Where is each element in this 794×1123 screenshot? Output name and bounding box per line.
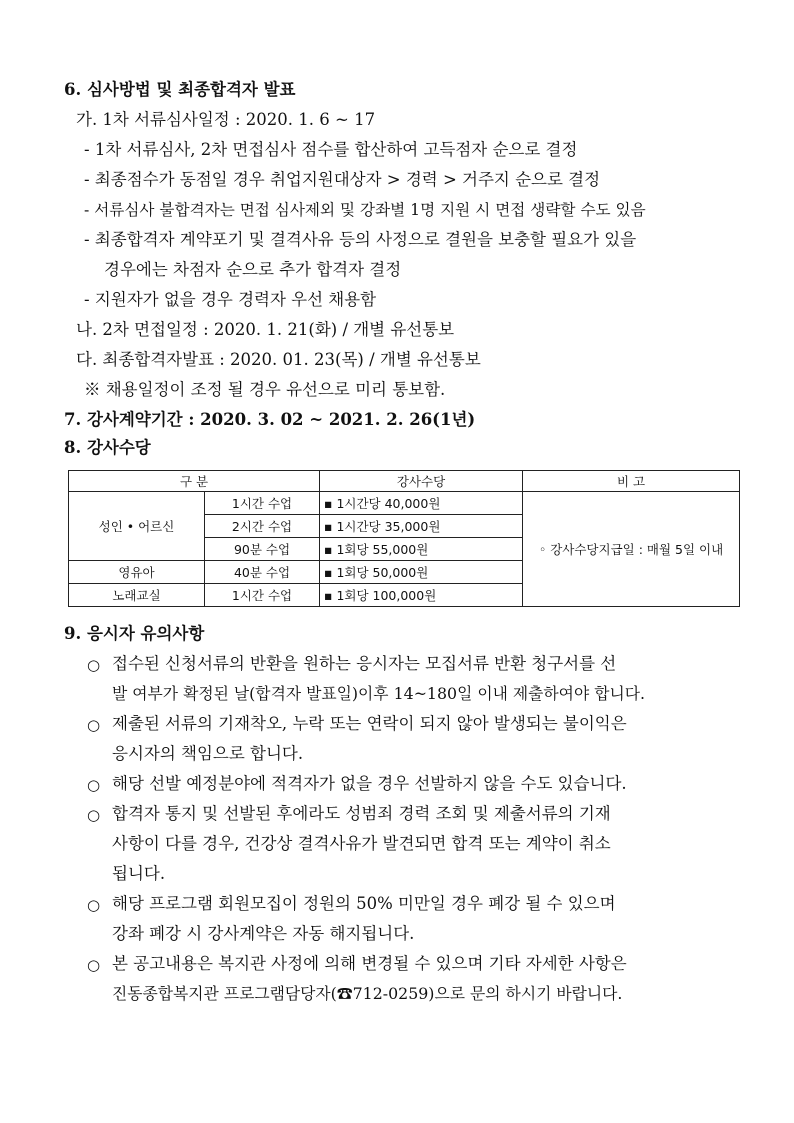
section6-na: 나. 2차 면접일정 : 2020. 1. 21(화) / 개별 유선통보 xyxy=(76,320,455,339)
circle-bullet-icon: ○ xyxy=(87,956,101,974)
table-cell-type: 90분 수업 xyxy=(205,538,320,561)
table-cell-fee: ▪ 1회당 50,000원 xyxy=(320,561,523,584)
table-cell-fee: ▪ 1회당 100,000원 xyxy=(320,584,523,607)
section6-item: - 지원자가 없을 경우 경력자 우선 채용함 xyxy=(84,290,377,309)
table-header-fee: 강사수당 xyxy=(320,471,523,492)
section6-ga: 가. 1차 서류심사일정 : 2020. 1. 6 ~ 17 xyxy=(76,110,376,129)
notice-item-line: 본 공고내용은 복지관 사정에 의해 변경될 수 있으며 기타 자세한 사항은 xyxy=(112,954,627,973)
table-cell-fee: ▪ 1시간당 40,000원 xyxy=(320,492,523,515)
notice-item-line: 응시자의 책임으로 합니다. xyxy=(112,744,304,763)
notice-item-line: 접수된 신청서류의 반환을 원하는 응시자는 모집서류 반환 청구서를 선 xyxy=(112,654,617,673)
notice-item-line: 됩니다. xyxy=(112,864,166,883)
section6-item: - 최종합격자 계약포기 및 결격사유 등의 사정으로 결원을 보충할 필요가 있을 xyxy=(84,230,637,249)
table-cell-group: 성인 • 어르신 xyxy=(69,492,205,561)
table-cell-group: 영유아 xyxy=(69,561,205,584)
section6-item: - 서류심사 불합격자는 면접 심사제외 및 강좌별 1명 지원 시 면접 생략할 수도 있음 xyxy=(84,201,646,219)
notice-item-line: 발 여부가 확정된 날(합격자 발표일)이후 14~180일 이내 제출하여야 합니다. xyxy=(112,684,646,703)
section8-heading: 8. 강사수당 xyxy=(64,438,151,457)
table-header-note: 비 고 xyxy=(523,471,740,492)
notice-item-line: 사항이 다를 경우, 건강상 결격사유가 발견되면 합격 또는 계약이 취소 xyxy=(112,834,611,853)
table-row xyxy=(69,492,740,515)
table-cell-type: 1시간 수업 xyxy=(205,492,320,515)
notice-item-line: 강좌 폐강 시 강사계약은 자동 해지됩니다. xyxy=(112,924,415,943)
notice-item-line: 해당 선발 예정분야에 적격자가 없을 경우 선발하지 않을 수도 있습니다. xyxy=(112,774,627,793)
table-cell-fee: ▪ 1시간당 35,000원 xyxy=(320,515,523,538)
section6-heading: 6. 심사방법 및 최종합격자 발표 xyxy=(64,80,296,99)
table-cell-type: 2시간 수업 xyxy=(205,515,320,538)
fee-table xyxy=(68,470,740,607)
circle-bullet-icon: ○ xyxy=(87,806,101,824)
table-header-row xyxy=(69,471,740,492)
circle-bullet-icon: ○ xyxy=(87,656,101,674)
table-cell-type: 40분 수업 xyxy=(205,561,320,584)
section7-heading: 7. 강사계약기간 : 2020. 3. 02 ~ 2021. 2. 26(1년) xyxy=(64,410,476,429)
table-header-category: 구 분 xyxy=(69,471,320,492)
notice-item-line: 합격자 통지 및 선발된 후에라도 성범죄 경력 조회 및 제출서류의 기재 xyxy=(112,804,611,823)
circle-bullet-icon: ○ xyxy=(87,776,101,794)
table-cell-fee: ▪ 1회당 55,000원 xyxy=(320,538,523,561)
section6-item: - 최종점수가 동점일 경우 취업지원대상자 > 경력 > 거주지 순으로 결정 xyxy=(84,170,601,189)
section6-item: - 1차 서류심사, 2차 면접심사 점수를 합산하여 고득점자 순으로 결정 xyxy=(84,140,578,159)
section9-heading: 9. 응시자 유의사항 xyxy=(64,624,205,643)
circle-bullet-icon: ○ xyxy=(87,716,101,734)
table-cell-type: 1시간 수업 xyxy=(205,584,320,607)
section6-item: 경우에는 차점자 순으로 추가 합격자 결정 xyxy=(104,260,402,279)
notice-item-line: 제출된 서류의 기재착오, 누락 또는 연락이 되지 않아 발생되는 불이익은 xyxy=(112,714,627,733)
section6-da: 다. 최종합격자발표 : 2020. 01. 23(목) / 개별 유선통보 xyxy=(76,350,481,369)
section6-note: ※ 채용일정이 조정 될 경우 유선으로 미리 통보함. xyxy=(84,380,446,399)
notice-item-line: 해당 프로그램 회원모집이 정원의 50% 미만일 경우 폐강 될 수 있으며 xyxy=(112,894,616,913)
table-cell-group: 노래교실 xyxy=(69,584,205,607)
notice-item-line: 진동종합복지관 프로그램담당자(☎712-0259)으로 문의 하시기 바랍니다. xyxy=(112,984,623,1003)
circle-bullet-icon: ○ xyxy=(87,896,101,914)
table-cell-note: ◦ 강사수당지급일 : 매월 5일 이내 xyxy=(523,492,740,607)
